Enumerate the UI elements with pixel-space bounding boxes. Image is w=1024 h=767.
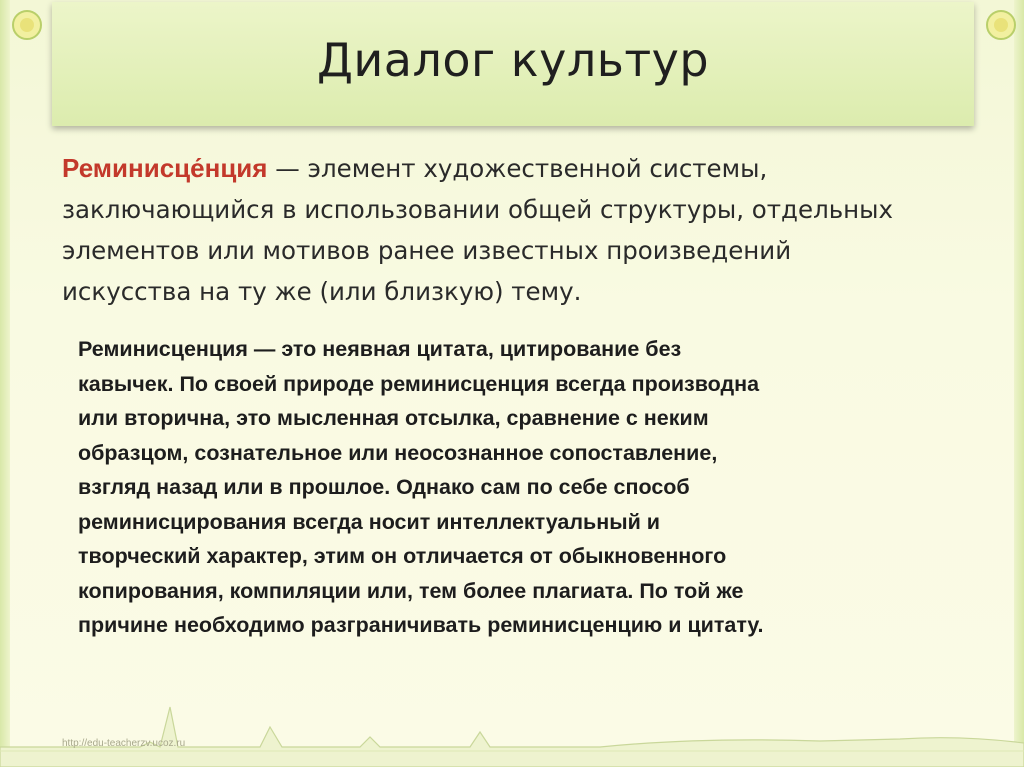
corner-ornament-left-icon [10,8,44,42]
quote-line: образцом, сознательное или неосознанное сопоставление, [78,440,718,465]
quote-line: Реминисценция — это неявная цитата, цитирование без [78,337,682,361]
watermark-url: http://edu-teacherzv.ucoz.ru [62,738,186,749]
quote-line: кавычек. По своей природе реминисценция всегда производна [78,371,760,396]
quote-paragraph [78,332,908,643]
quote-line: причине необходимо разграничивать реминисценцию и цитату. [78,613,764,637]
definition-text: — элемент художественной системы, заключающийся в использовании общей структуры, отдельных элементов или мотивов ранее известных произведений искусства на ту же (или близкую) тему. [62,154,894,306]
title-banner [52,2,974,126]
slide-title: Диалог культур [316,33,710,87]
definition-term: Реминисце́нция [62,153,268,183]
definition-paragraph [62,148,922,312]
landscape-decoration [0,647,1024,767]
quote-line: творческий характер, этим он отличается от обыкновенного [78,544,727,568]
corner-ornament-right-icon [984,8,1018,42]
quote-line: взгляд назад или в прошлое. Однако сам по себе способ [78,475,690,499]
quote-line: или вторична, это мысленная отсылка, сравнение с неким [78,406,709,430]
quote-line: реминисцирования всегда носит интеллектуальный и [78,509,660,534]
quote-line: копирования, компиляции или, тем более плагиата. По той же [78,578,744,603]
